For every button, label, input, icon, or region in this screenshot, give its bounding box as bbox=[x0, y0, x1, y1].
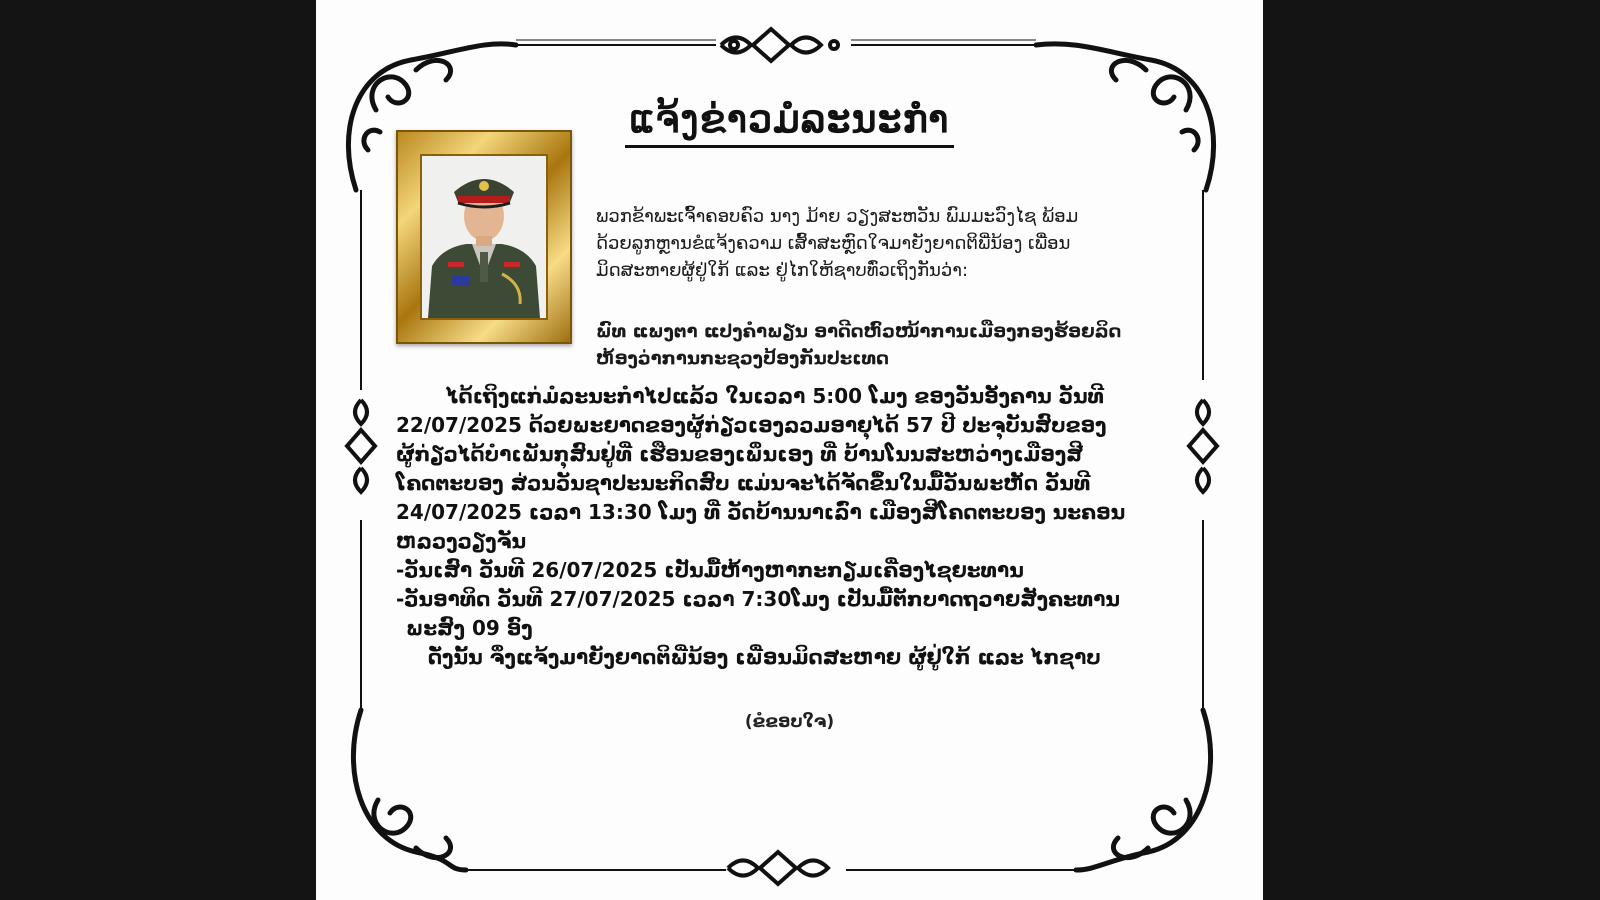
portrait-photo bbox=[422, 156, 546, 318]
corner-bottom-left bbox=[353, 710, 466, 870]
notice-title: ແຈ້ງຂ່າວມໍລະນະກຳ bbox=[316, 96, 1263, 141]
bottom-ornament bbox=[728, 852, 828, 884]
portrait-frame bbox=[396, 130, 572, 344]
left-ornament bbox=[347, 400, 375, 492]
deceased-name: ພົທ ແພງຕາ ແປງຄຳພຽນ ອາດີດຫົວໜ້າການເມືອງກອງຮ້ອຍລິດ ຫ້ອງວ່າການກະຊວງປ້ອງກັນປະເທດ bbox=[596, 321, 1122, 369]
notice-paper bbox=[316, 0, 1263, 900]
top-ornament bbox=[721, 29, 838, 61]
corner-bottom-right bbox=[1076, 710, 1211, 870]
thanks-text: (ຂໍຂອບໃຈ) bbox=[744, 712, 835, 732]
intro-paragraph: ພວກຂ້າພະເຈົ້າຄອບຄົວ ນາງ ມ້າຍ ວຽງສະຫວັນ ພົມມະວົງໄຊ ພ້ອມ ດ້ວຍລູກຫຼານຂໍແຈ້ງຄວາມ ເສົ້າສະຫຼົດໃຈມາຍັງຍາດຕິພີ່ນ້ອງ ເພື່ອນ ມິດສະຫາຍຜູ້ຢູ່ໃກ້ ແລະ ຢູ່ໄກໃຫ້ຊາບທົ່ວເຖິງກັນວ່າ: bbox=[596, 206, 1079, 281]
funeral-details: ໄດ້ເຖິງແກ່ມໍລະນະກຳໄປແລ້ວ ໃນເວລາ 5:00 ໂມງ ຂອງວັນອັງຄານ ວັນທີ 22/07/2025 ດ້ວຍພະຍາດຂອງຜູ້ກ່ຽວເອງລວມອາຍຸໄດ້ 57 ປີ ປະຈຸບັນສົບຂອງ ຜູ້ກ່ຽວໄດ້ບຳເພັນກຸສົນຢູ່ທີ່ ເຮືອນຂອງເພິ່ນເອງ ທີ່ ບ້ານໂນນສະຫວ່າງເມືອງສີ ໂຄດຕະບອງ ສ່ວນວັນຊາປະນະກິດສົບ ແມ່ນຈະໄດ້ຈັດຂຶ້ນໃນມື້ວັນພະຫັດ ວັນທີ 24/07/2025 ເວລາ 13:30 ໂມງ ທີ່ ວັດບ້ານນາເລົ່າ ເມືອງສີໂຄດຕະບອງ ນະຄອນ ຫລວງວຽງຈັນ -ວັນເສົາ ວັນທີ 26/07/2025 ເປັນມື້ຫ້າງຫາກະກຽມເຄື່ອງໄຊຍະທານ -ວັນອາທິດ ວັນທີ 27/07/2025 ເວລາ 7:30ໂມງ ເປັນມື້ຕັກບາດຖວາຍສັງຄະທານ ພະສົງ 09 ອົງ ດັ່ງນັ້ນ ຈຶ່ງແຈ້ງມາຍັງຍາດຕິພີ່ນ້ອງ ເພື່ອນມິດສະຫາຍ ຜູ້ຢູ່ໃກ້ ແລະ ໄກຊາບ bbox=[396, 384, 1126, 669]
